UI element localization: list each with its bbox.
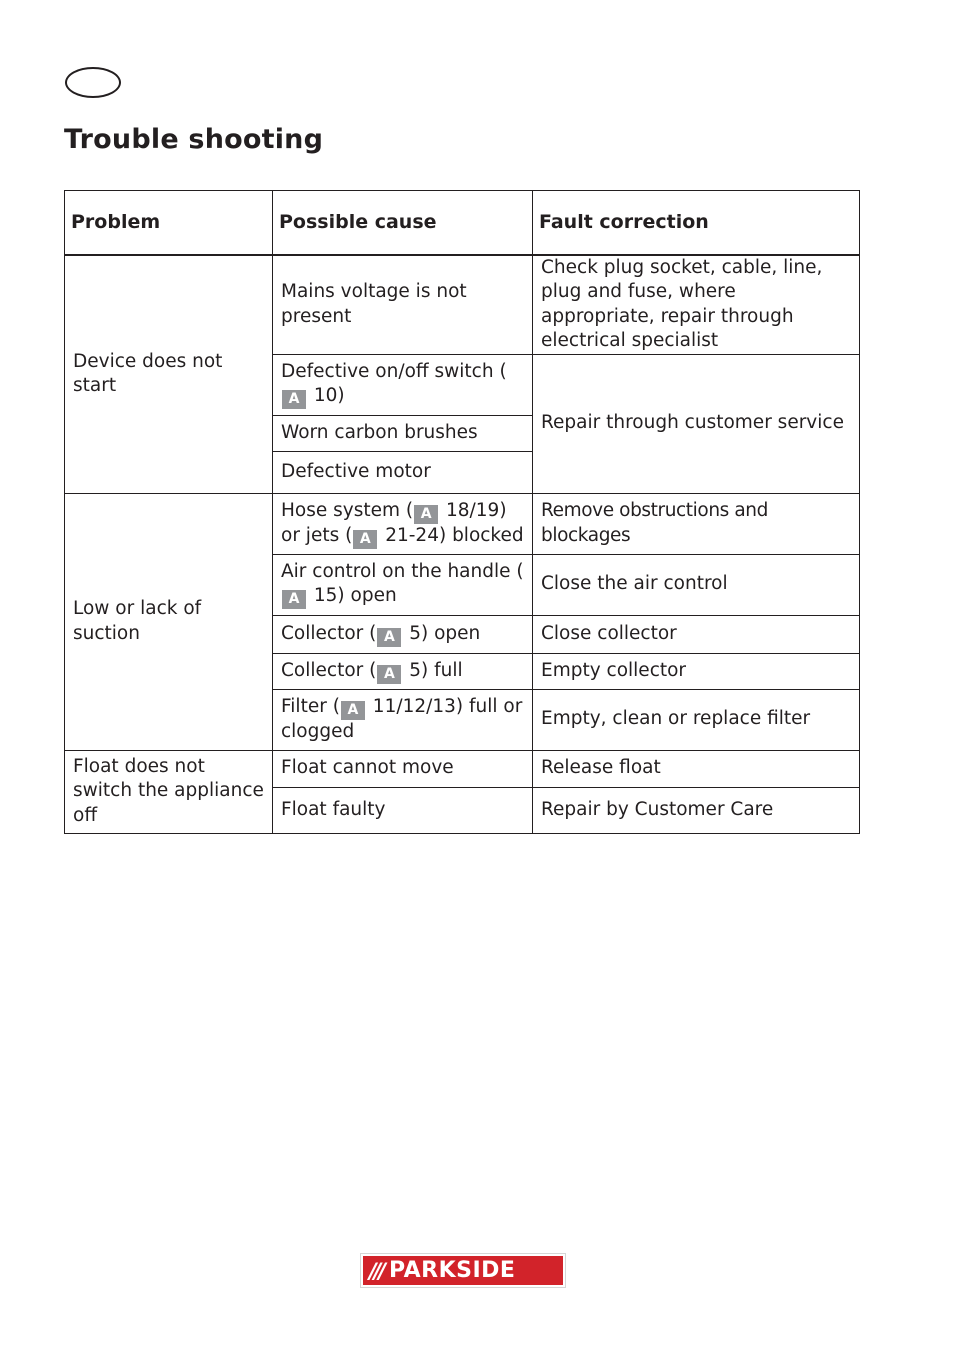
cause-cell: Worn carbon brushes [273,415,533,451]
cause-cell [273,554,533,615]
figure-a-badge: A [414,505,438,524]
header-possible-cause: Possible cause [273,191,533,255]
figure-a-badge: A [353,530,377,549]
correction-cell: Release float [533,750,860,787]
figure-a-badge: A [377,628,401,647]
figure-a-badge: A [341,701,365,720]
logo-slashes: /// [369,1258,384,1283]
figure-a-badge: A [377,665,401,684]
table-row [65,750,860,787]
correction-cell: Check plug socket, cable, line, plug and fuse, where appropriate, repair through electrical specialist [533,255,860,355]
parkside-logo [360,1253,566,1288]
cause-text: 11/12/13) full or clogged [281,695,523,742]
language-marker-oval [65,67,121,98]
cause-text: 10) [308,385,345,407]
cause-text: Air control on the handle ( [281,560,524,582]
cause-cell: Mains voltage is not present [273,255,533,355]
cause-text: Collector ( [281,622,377,644]
cause-text: Collector ( [281,659,377,681]
cause-text: 5) open [403,622,481,644]
problem-cell: Float does not switch the appliance off [65,750,273,833]
cause-text: 21-24) blocked [379,524,524,546]
header-problem: Problem [65,191,273,255]
cause-text: 18/19) or jets ( [281,499,507,546]
problem-cell: Device does not start [65,255,273,494]
cause-text: 5) full [403,659,463,681]
logo-background [363,1256,563,1285]
cause-text: Filter ( [281,695,340,717]
cause-cell: Float faulty [273,787,533,833]
correction-cell: Empty collector [533,653,860,689]
correction-cell: Repair through customer service [533,354,860,493]
page-title: Trouble shooting [64,124,324,155]
figure-a-badge: A [282,590,306,609]
cause-cell [273,689,533,750]
cause-cell [273,354,533,415]
cause-cell: Defective motor [273,451,533,493]
correction-cell: Repair by Customer Care [533,787,860,833]
logo-wordmark: PARKSIDE [389,1258,516,1283]
table-row [65,255,860,355]
header-fault-correction: Fault correction [533,191,860,255]
cause-text: Hose system ( [281,499,414,521]
table-row [65,493,860,554]
correction-cell: Close the air control [533,554,860,615]
correction-cell: Remove obstructions and blockages [533,493,860,554]
cause-cell [273,493,533,554]
correction-cell: Empty, clean or replace filter [533,689,860,750]
problem-cell: Low or lack of suction [65,493,273,750]
cause-cell: Float cannot move [273,750,533,787]
trouble-shooting-table [64,190,860,834]
cause-cell [273,653,533,689]
correction-cell: Close collector [533,615,860,653]
figure-a-badge: A [282,390,306,409]
cause-cell [273,615,533,653]
table-header-row [65,191,860,255]
cause-text: Defective on/off switch ( [281,360,507,382]
cause-text: 15) open [308,585,397,607]
